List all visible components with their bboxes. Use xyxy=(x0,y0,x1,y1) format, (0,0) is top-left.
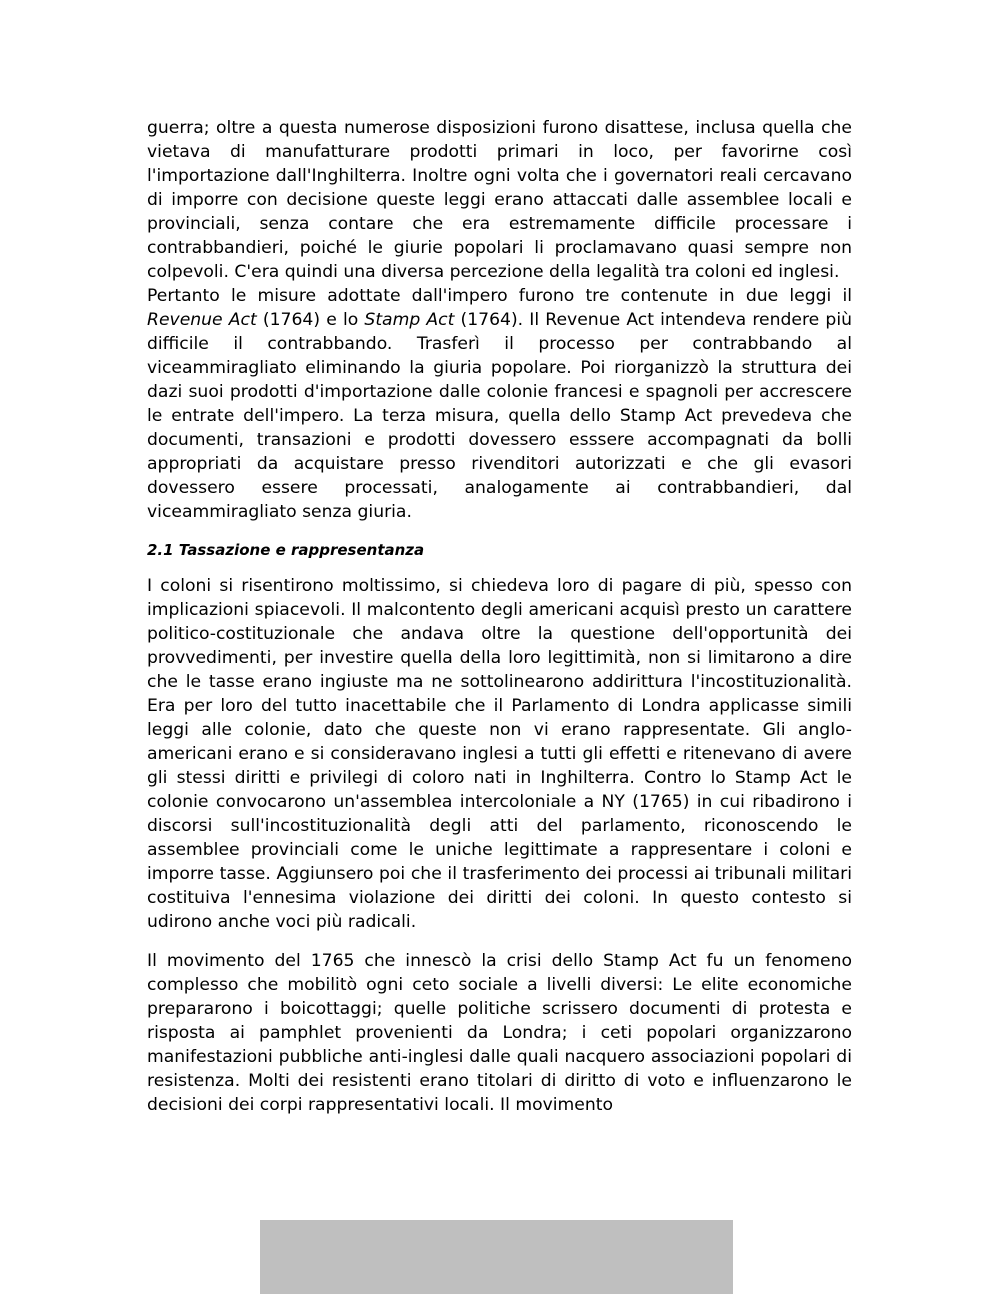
paragraph-1-part-3: (1764) e lo xyxy=(256,310,365,330)
footer-gray-block xyxy=(260,1220,733,1294)
paragraph-3: Il movimento del 1765 che innescò la crisi dello Stamp Act fu un fenomeno complesso che mobilitò ogni ceto sociale a livelli diversi: Le elite economiche prepararono i boicottaggi; quelle politiche scrissero documenti di protesta e risposta ai pamphlet provenienti da Londra; i ceti popolari organizzarono manifestazioni pubbliche anti-inglesi dalle quali nacquero associazioni popolari di resistenza. Molti dei resistenti erano titolari di diritto di voto e influenzarono le decisioni dei corpi rappresentativi locali. Il movimento xyxy=(147,951,852,1115)
paragraph-1-part-4: (1764). Il Revenue Act intendeva rendere più difficile il contrabbando. Trasferì il processo per contrabbando al viceammiragliato eliminando la giuria popolare. Poi riorganizzò la struttura dei dazi suoi prodotti d'importazione dalle colonie francesi e spagnoli per accrescere le entrate dell'impero. La terza misura, quella dello Stamp Act prevedeva che documenti, transazioni e prodotti dovessero esssere accompagnati da bolli appropriati da acquistare presso rivenditori autorizzati e che gli evasori dovessero essere processati, analogamente ai contrabbandieri, dal viceammiragliato senza giuria. xyxy=(147,310,852,522)
paragraph-1-part-2: Pertanto le misure adottate dall'impero furono tre contenute in due leggi il xyxy=(147,286,852,306)
stamp-act-title: Stamp Act xyxy=(364,310,455,330)
revenue-act-title: Revenue Act xyxy=(147,310,257,330)
section-heading: 2.1 Tassazione e rappresentanza xyxy=(147,541,425,559)
paragraph-1-part-1: guerra; oltre a questa numerose disposizioni furono disattese, inclusa quella che vietava di manufatturare prodotti primari in loco, per favorirne così l'importazione dall'Inghilterra. Inoltre ogni volta che i governatori reali cercavano di imporre con decisione queste leggi erano attaccati dalle assemblee locali e provinciali, senza contare che era estremamente difficile processare i contrabbandieri, poiché le giurie popolari li proclamavano quasi sempre non colpevoli. C'era quindi una diversa percezione della legalità tra coloni ed inglesi. xyxy=(147,118,852,282)
paragraph-2: I coloni si risentirono moltissimo, si chiedeva loro di pagare di più, spesso con implicazioni spiacevoli. Il malcontento degli americani acquisì presto un carattere politico-costituzionale che andava oltre la questione dell'opportunità dei provvedimenti, per investire quella della loro legittimità, non si limitarono a dire che le tasse erano ingiuste ma ne sottolinearono addirittura l'incostituzionalità. Era per loro del tutto inacettabile che il Parlamento di Londra applicasse simili leggi alle colonie, dato che queste non vi erano rappresentate. Gli anglo-americani erano e si consideravano inglesi a tutti gli effetti e ritenevano di avere gli stessi diritti e privilegi di coloro nati in Inghilterra. Contro lo Stamp Act le colonie convocarono un'assemblea intercoloniale a NY (1765) in cui ribadirono i discorsi sull'incostituzionalità degli atti del parlamento, riconoscendo le assemblee provinciali come le uniche legittimate a rappresentare i coloni e imporre tasse. Aggiunsero poi che il trasferimento dei processi ai tribunali militari costituiva l'ennesima violazione dei diritti dei coloni. In questo contesto si udirono anche voci più radicali. xyxy=(147,576,852,932)
document-page xyxy=(147,116,852,1117)
paragraph-1 xyxy=(147,116,852,524)
